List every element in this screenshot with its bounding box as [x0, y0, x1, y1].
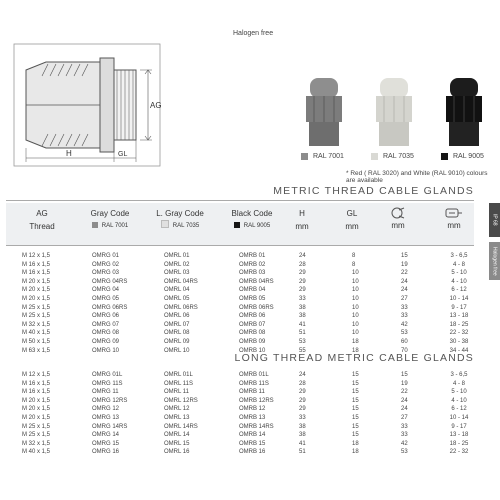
table-cell: 41: [299, 440, 306, 447]
table-cell: OMRG 03: [92, 270, 120, 277]
table-cell: OMRB 11: [239, 389, 265, 396]
header-cable-range-unit-text: mm: [447, 221, 461, 230]
table-cell: 6 - 12: [451, 287, 467, 294]
halogen-free-side-tab: Halogen free: [489, 242, 500, 280]
table-row: [6, 432, 476, 441]
table-cell: OMRB 03: [239, 270, 266, 277]
legend-light-gray: [371, 153, 414, 160]
table-row: [6, 381, 476, 390]
colour-availability-note: * Red ( RAL 3020) and White (RAL 9010) colours are available: [346, 170, 488, 184]
table-cell: OMRL 09: [164, 338, 190, 345]
header-gl-label: GL: [346, 209, 358, 218]
table-cell: M 16 x 1,5: [22, 389, 51, 396]
light-gray-swatch: [161, 220, 169, 228]
table-cell: 4 - 8: [452, 261, 465, 268]
table-cell: 5 - 10: [451, 389, 467, 396]
table-cell: 41: [299, 321, 306, 328]
table-cell: M 32 x 1,5: [22, 321, 51, 328]
table-cell: 15: [352, 406, 359, 413]
table-cell: 29: [299, 397, 306, 404]
table-cell: 33: [401, 423, 408, 430]
table-row: [6, 305, 476, 314]
table-row: [6, 372, 476, 381]
table-cell: M 12 x 1,5: [22, 372, 51, 378]
table-cell: OMRL 11S: [164, 380, 194, 387]
table-cell: OMRL 15: [164, 440, 190, 447]
legend-label: RAL 7035: [383, 153, 414, 160]
table-cell: 28: [299, 261, 306, 268]
table-cell: 9 - 17: [451, 423, 467, 430]
table-cell: OMRG 15: [92, 440, 120, 447]
table-cell: OMRL 14RS: [164, 423, 198, 430]
table-cell: M 20 x 1,5: [22, 406, 51, 413]
table-cell: 29: [299, 270, 306, 277]
table-cell: 29: [299, 389, 306, 396]
table-row: [6, 449, 476, 458]
table-cell: 10 - 14: [449, 295, 469, 302]
table-row: [6, 253, 476, 262]
table-cell: OMRG 02: [92, 261, 120, 268]
table-cell: OMRB 16: [239, 449, 266, 456]
header-gray-code: [80, 207, 140, 233]
table-cell: 24: [401, 278, 408, 285]
table-cell: OMRG 04: [92, 287, 120, 294]
header-lgray-label: L. Gray Code: [156, 209, 204, 218]
table-cell: OMRG 12RS: [92, 397, 128, 404]
table-cell: 22: [401, 270, 408, 277]
table-cell: OMRB 12RS: [239, 397, 274, 404]
header-gray-ral: RAL 7001: [101, 223, 129, 229]
table-cell: OMRG 04RS: [92, 278, 128, 285]
table-cell: 38: [299, 304, 306, 311]
table-cell: OMRL 16: [164, 449, 190, 456]
table-cell: OMRL 12: [164, 406, 190, 413]
header-lgray-ral: RAL 7035: [172, 223, 200, 229]
table-cell: 8: [352, 253, 356, 259]
table-cell: OMRG 11S: [92, 380, 123, 387]
legend-gray: [301, 153, 344, 160]
table-row: [6, 313, 476, 322]
header-h-unit: mm: [295, 222, 309, 231]
table-cell: OMRG 08: [92, 330, 120, 337]
table-cell: 38: [299, 423, 306, 430]
table-cell: 6 - 12: [451, 406, 467, 413]
header-black-label: Black Code: [231, 209, 273, 218]
table-cell: OMRB 14RS: [239, 423, 274, 430]
table-cell: 29: [299, 278, 306, 285]
table-row: [6, 398, 476, 407]
table-cell: OMRG 14RS: [92, 423, 128, 430]
table-cell: 10: [352, 313, 359, 320]
gray-swatch: [92, 222, 98, 228]
table-cell: OMRG 11: [92, 389, 119, 396]
table-cell: 22 - 32: [449, 449, 469, 456]
table-cell: OMRB 01: [239, 253, 266, 259]
table-cell: 18: [352, 347, 359, 354]
table-cell: OMRG 12: [92, 406, 120, 413]
table-cell: 15: [401, 253, 408, 259]
table-cell: 24: [299, 253, 306, 259]
table-cell: M 40 x 1,5: [22, 449, 51, 456]
legend-swatch-black: [441, 153, 448, 160]
table-cell: OMRG 01: [92, 253, 120, 259]
table-cell: OMRL 13: [164, 414, 190, 421]
header-black-ral: RAL 9005: [243, 223, 271, 229]
header-gl: [340, 207, 364, 233]
table-cell: OMRB 06RS: [239, 304, 274, 311]
header-ag: [22, 207, 62, 233]
table-cell: M 16 x 1,5: [22, 270, 51, 277]
header-thread-label: Thread: [29, 222, 55, 231]
table-cell: 10 - 14: [449, 414, 469, 421]
table-cell: M 25 x 1,5: [22, 313, 51, 320]
table-cell: M 50 x 1,5: [22, 338, 51, 345]
table-cell: M 63 x 1,5: [22, 347, 51, 354]
table-cell: OMRG 10: [92, 347, 120, 354]
table-cell: M 25 x 1,5: [22, 432, 51, 439]
table-cell: 60: [401, 338, 408, 345]
table-cell: 18: [352, 338, 359, 345]
table-cell: 10: [352, 278, 359, 285]
table-cell: OMRL 04: [164, 287, 190, 294]
table-cell: 10: [352, 287, 359, 294]
table-cell: 33: [299, 295, 306, 302]
table-row: [6, 406, 476, 415]
table-cell: OMRL 05: [164, 295, 190, 302]
table-cell: 33: [401, 432, 408, 439]
table-cell: M 25 x 1,5: [22, 304, 51, 311]
gray-gland-photo: [306, 78, 342, 146]
table-cell: 15: [352, 380, 359, 387]
legend-swatch-light-gray: [371, 153, 378, 160]
table-cell: OMRL 02: [164, 261, 190, 268]
table-cell: 13 - 18: [449, 432, 469, 439]
table-cell: 42: [401, 440, 408, 447]
divider: [6, 245, 474, 246]
table-cell: OMRL 10: [164, 347, 190, 354]
table-row: [6, 415, 476, 424]
table-cell: 15: [352, 423, 359, 430]
table-cell: OMRB 11S: [239, 380, 269, 387]
table-cell: 22 - 32: [449, 330, 469, 337]
product-photos: [296, 70, 492, 150]
table-cell: OMRB 05: [239, 295, 266, 302]
spanner-size-icon: [389, 206, 405, 220]
table-cell: 10: [352, 330, 359, 337]
table-cell: 19: [401, 380, 408, 387]
table-cell: 24: [401, 397, 408, 404]
table-cell: OMRG 06RS: [92, 304, 128, 311]
table-cell: 13 - 18: [449, 313, 469, 320]
table-cell: OMRB 04RS: [239, 278, 274, 285]
table-cell: M 12 x 1,5: [22, 253, 51, 259]
table-cell: 51: [299, 330, 306, 337]
table-cell: OMRB 09: [239, 338, 266, 345]
table-cell: M 20 x 1,5: [22, 287, 51, 294]
header-h: [290, 207, 314, 233]
table-cell: OMRG 16: [92, 449, 120, 456]
table-row: [6, 262, 476, 271]
table-cell: 53: [401, 330, 408, 337]
header-black-code: [222, 207, 282, 233]
table-cell: M 40 x 1,5: [22, 330, 51, 337]
table-cell: OMRL 01: [164, 253, 190, 259]
table-row: [6, 287, 476, 296]
legend-swatch-gray: [301, 153, 308, 160]
table-cell: 33: [401, 313, 408, 320]
table-cell: OMRG 09: [92, 338, 120, 345]
table-cell: 15: [352, 432, 359, 439]
cable-range-icon: [445, 206, 463, 220]
table-cell: 18: [352, 440, 359, 447]
table-cell: 18: [352, 449, 359, 456]
table-cell: 10: [352, 270, 359, 277]
table-cell: OMRB 10: [239, 347, 266, 354]
table-cell: 15: [352, 397, 359, 404]
table-cell: 38: [299, 313, 306, 320]
table-cell: 15: [352, 372, 359, 378]
table-cell: 70: [401, 347, 408, 354]
table-cell: 8: [352, 261, 356, 268]
table-cell: M 16 x 1,5: [22, 380, 51, 387]
table-row: [6, 322, 476, 331]
table-cell: M 20 x 1,5: [22, 414, 51, 421]
table-cell: 42: [401, 321, 408, 328]
table-cell: 51: [299, 449, 306, 456]
metric-thread-table: [6, 253, 476, 356]
table-cell: OMRB 07: [239, 321, 266, 328]
long-thread-table: [6, 372, 476, 458]
halogen-free-note: Halogen free: [233, 30, 274, 37]
table-cell: 15: [352, 389, 359, 396]
header-gray-label: Gray Code: [90, 209, 130, 218]
table-cell: 30 - 38: [449, 338, 469, 345]
table-cell: M 20 x 1,5: [22, 397, 51, 404]
table-cell: 53: [299, 338, 306, 345]
table-cell: M 25 x 1,5: [22, 423, 51, 430]
table-cell: 10: [352, 295, 359, 302]
table-cell: OMRL 07: [164, 321, 190, 328]
table-cell: OMRB 08: [239, 330, 266, 337]
table-cell: 33: [401, 304, 408, 311]
legend-black: [441, 153, 484, 160]
table-cell: M 20 x 1,5: [22, 295, 51, 302]
table-cell: 55: [299, 347, 306, 354]
table-cell: 34 - 44: [449, 347, 469, 354]
table-cell: 10: [352, 304, 359, 311]
black-gland-photo: [446, 78, 482, 146]
divider: [6, 200, 474, 201]
header-spanner-unit-text: mm: [391, 221, 405, 230]
table-cell: OMRG 05: [92, 295, 120, 302]
table-cell: 15: [352, 414, 359, 421]
table-cell: OMRL 04RS: [164, 278, 198, 285]
table-row: [6, 270, 476, 279]
header-light-gray-code: [148, 207, 212, 233]
table-cell: OMRG 01L: [92, 372, 123, 378]
black-swatch: [234, 222, 240, 228]
table-cell: OMRL 14: [164, 432, 190, 439]
header-spanner-unit: [386, 219, 410, 232]
table-cell: OMRL 03: [164, 270, 190, 277]
table-row: [6, 424, 476, 433]
table-cell: 9 - 17: [451, 304, 467, 311]
table-row: [6, 296, 476, 305]
table-cell: 29: [299, 287, 306, 294]
table-cell: 3 - 6,5: [450, 372, 468, 378]
table-cell: 4 - 10: [451, 278, 467, 285]
table-row: [6, 339, 476, 348]
table-cell: OMRG 07: [92, 321, 120, 328]
table-cell: OMRB 13: [239, 414, 266, 421]
table-cell: M 20 x 1,5: [22, 278, 51, 285]
table-cell: 10: [352, 321, 359, 328]
dim-ag-label: AG: [150, 101, 162, 110]
table-cell: 15: [401, 372, 408, 378]
table-cell: 4 - 8: [452, 380, 465, 387]
table-row: [6, 389, 476, 398]
metric-thread-title: METRIC THREAD CABLE GLANDS: [273, 185, 474, 197]
table-cell: 38: [299, 432, 306, 439]
table-cell: OMRB 15: [239, 440, 266, 447]
header-gl-unit: mm: [345, 222, 359, 231]
ip68-side-tab: IP 68: [489, 203, 500, 237]
table-cell: OMRG 14: [92, 432, 120, 439]
light-gray-gland-photo: [376, 78, 412, 146]
table-cell: 24: [401, 287, 408, 294]
long-thread-title: LONG THREAD METRIC CABLE GLANDS: [234, 352, 474, 364]
table-cell: 18 - 25: [449, 440, 469, 447]
table-cell: 19: [401, 261, 408, 268]
table-cell: OMRL 06: [164, 313, 190, 320]
table-cell: OMRB 04: [239, 287, 266, 294]
table-cell: OMRB 12: [239, 406, 266, 413]
table-cell: OMRL 01L: [164, 372, 193, 378]
table-cell: OMRB 01L: [239, 372, 269, 378]
table-cell: OMRL 08: [164, 330, 190, 337]
header-cable-range-unit: [440, 219, 468, 232]
table-cell: OMRL 12RS: [164, 397, 198, 404]
table-cell: OMRB 06: [239, 313, 266, 320]
table-cell: OMRL 06RS: [164, 304, 198, 311]
table-row: [6, 441, 476, 450]
table-cell: 29: [299, 406, 306, 413]
table-cell: OMRB 02: [239, 261, 266, 268]
table-cell: 27: [401, 414, 408, 421]
table-cell: M 32 x 1,5: [22, 440, 51, 447]
table-cell: 33: [299, 414, 306, 421]
table-cell: 18 - 25: [449, 321, 469, 328]
table-cell: OMRG 13: [92, 414, 120, 421]
table-cell: OMRG 06: [92, 313, 120, 320]
table-cell: 22: [401, 389, 408, 396]
table-cell: OMRB 14: [239, 432, 266, 439]
table-cell: 24: [401, 406, 408, 413]
table-cell: 3 - 6,5: [450, 253, 468, 259]
table-cell: 4 - 10: [451, 397, 467, 404]
header-ag-label: AG: [36, 209, 48, 218]
table-cell: 5 - 10: [451, 270, 467, 277]
table-row: [6, 330, 476, 339]
table-cell: 24: [299, 372, 306, 378]
dim-h-label: H: [66, 149, 72, 158]
table-row: [6, 279, 476, 288]
cable-gland-technical-drawing: [12, 40, 162, 170]
table-cell: 53: [401, 449, 408, 456]
table-cell: OMRL 11: [164, 389, 190, 396]
table-cell: M 16 x 1,5: [22, 261, 51, 268]
legend-label: RAL 7001: [313, 153, 344, 160]
table-cell: 28: [299, 380, 306, 387]
dim-gl-label: GL: [118, 151, 128, 158]
table-cell: 27: [401, 295, 408, 302]
legend-label: RAL 9005: [453, 153, 484, 160]
header-h-label: H: [299, 209, 305, 218]
